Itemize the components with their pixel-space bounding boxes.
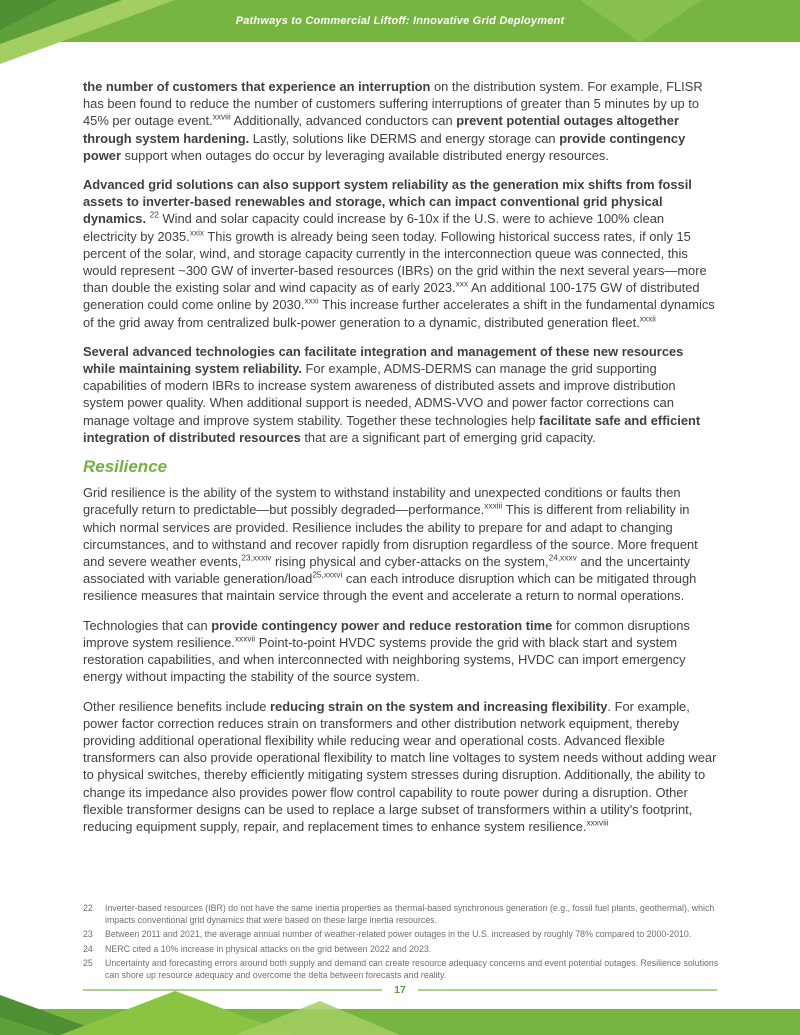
body-text: Additionally, advanced conductors can (230, 113, 457, 129)
header-title: Pathways to Commercial Liftoff: Innovative Grid Deployment (235, 15, 565, 27)
footnote-reference: xxxvii (234, 633, 256, 644)
footnote-reference: xxviii (212, 112, 231, 123)
paragraph (83, 484, 717, 604)
body-content (83, 78, 717, 847)
body-text: Grid resilience is the ability of the system to withstand instability and unexpected conditions or faults then gracefully return to predictable—but possibly degraded—performance. (83, 485, 681, 518)
body-text: Other resilience benefits include (83, 698, 271, 714)
section-heading: Resilience (83, 457, 168, 477)
bold-text: Advanced grid solutions can also support system reliability as the generation mix shifts from fossil assets to inverter-based renewables and storage, which can impact conventional grid physical dynamics. (83, 177, 692, 227)
bold-text: provide contingency power and reduce restoration time (211, 617, 553, 633)
body-text: This is different from reliability in which normal services are provided. Resilience includes the ability to prepare for and adapt to changing circumstances, and to withstand and recover rapidly from disruption regardless of the source. More frequent and severe weather events, (83, 502, 698, 570)
bold-text: the number of customers that experience an interruption (83, 79, 431, 94)
footnote-reference: xxxii (639, 313, 656, 324)
bold-text: reducing strain on the system and increasing flexibility (270, 698, 608, 714)
body-text: This growth is already being seen today. Following historical success rates, if only 15 percent of the solar, wind, and storage capacity currently in the interconnection queue was connected, this would represent ~300 GW of inverter-based resources (IBRs) on the grid within the next several years—more than double the existing solar and wind capacity as of early 2023. (83, 228, 707, 296)
footnote (83, 944, 723, 956)
body-text: This increase further accelerates a shift in the fundamental dynamics of the grid away from centralized bulk-power generation to a dynamic, distributed generation fleet. (83, 297, 715, 330)
body-text: and the uncertainty associated with variable generation/load (83, 554, 691, 587)
bold-text: Several advanced technologies can facilitate integration and management of these new resources while maintaining system reliability. (83, 343, 684, 377)
body-text: Wind and solar capacity could increase by 6-10x if the U.S. were to achieve 100% clean electricity by 2035. (83, 211, 665, 244)
footnote (83, 929, 723, 941)
paragraph (83, 698, 717, 836)
body-text: Lastly, solutions like DERMS and energy storage can (249, 130, 560, 146)
footnote-reference: 24,xxxv (548, 552, 577, 563)
footnote-text: Inverter-based resources (IBR) do not have the same inertia properties as thermal-based synchronous generation (e.g., fossil fuel plants, geothermal), which impacts conventional grid dynamics that were based on these large inertia resources. (105, 903, 715, 925)
body-text: . For example, power factor correction reduces strain on transformers and other distribution network equipment, thereby providing additional operational flexibility while reducing wear and operational costs. Advanced flexible transformers can also provide operational flexibility to match line voltages to system needs without adding wear to physical switches, thereby efficiently mitigating system stresses during disruption. Additionally, the ability to change its impedance also provides power flow control capability to route power during a disruption. Other flexible transformer designs can be used to replace a large subset of transformers within a utility's footprint, reducing equipment supply, repair, and replacement times to enhance system resilience. (83, 698, 717, 834)
body-text: Technologies that can (83, 617, 212, 633)
paragraph (83, 617, 717, 686)
footnote-reference: 25,xxxvi (312, 569, 343, 580)
bold-text: facilitate safe and efficient integration of distributed resources (83, 412, 701, 445)
footnote-text: NERC cited a 10% increase in physical attacks on the grid between 2022 and 2023. (105, 943, 432, 954)
body-text: for common disruptions improve system resilience. (83, 617, 690, 650)
footnote-number: 24 (83, 943, 93, 954)
footnote-reference: xxxiii (484, 501, 503, 512)
bold-text: prevent potential outages altogether through system hardening. (83, 113, 679, 146)
body-text: An additional 100-175 GW of distributed generation could come online by 2030. (83, 280, 700, 313)
body-text: For example, ADMS-DERMS can manage the grid supporting capabilities of modern IBRs to increase system awareness of distributed assets and improve distribution system power quality. When additional support is needed, ADMS-VVO and power factor corrections can manage voltage and improve system stability. Together these technologies help (83, 361, 676, 428)
rule-right (418, 989, 717, 991)
rule-left (83, 989, 382, 991)
body-text: rising physical and cyber-attacks on the system, (271, 554, 549, 570)
footnote-reference: xxxi (304, 296, 319, 307)
footnote-reference: 22 (149, 210, 159, 221)
page-number-row (83, 984, 717, 996)
footnote-text: Between 2011 and 2021, the average annual number of weather-related power outages in the U.S. increased by roughly 78% compared to 2000-2010. (105, 929, 692, 939)
footnote-reference: xxx (455, 278, 469, 289)
bottom-decoration (0, 973, 800, 1035)
footnote-number: 23 (83, 929, 93, 939)
footnote-number: 22 (83, 903, 93, 913)
footnote-reference: xxxviii (586, 817, 609, 828)
footnote-text: Uncertainty and forecasting errors around both supply and demand can create resource adequacy concerns and event potential outages. Resilience solutions can shore up resource adequacy and overcome the delta between forecasts and reality. (105, 958, 719, 980)
footnote-number: 25 (83, 958, 93, 968)
page-number: 17 (394, 984, 406, 996)
body-text: Point-to-point HVDC systems provide the grid with black start and system restoration capabilities, and when interconnected with neighboring systems, HVDC can import emergency energy without impacting the stability of the source system. (83, 634, 686, 685)
paragraph (83, 78, 717, 164)
body-text: on the distribution system. For example, FLISR has been found to reduce the number of customers suffering interruptions of greater than 5 minutes by up to 45% per outage event. (83, 79, 703, 129)
paragraph (83, 343, 717, 446)
footer-band (0, 973, 800, 1035)
body-text: that are a significant part of emerging grid capacity. (300, 429, 596, 445)
body-text: support when outages do occur by leveraging available distributed energy resources. (120, 147, 609, 163)
footnote (83, 903, 723, 926)
bold-text: provide contingency power (83, 130, 686, 163)
footnote-reference: xxix (189, 227, 205, 238)
paragraph (83, 176, 717, 331)
body-text: can each introduce disruption which can be mitigated through resilience measures that maintain service through the event and accelerate a return to normal operations. (83, 571, 697, 604)
footnotes (83, 903, 723, 984)
footnote-reference: 23,xxxiv (241, 552, 272, 563)
header-band (0, 0, 800, 42)
